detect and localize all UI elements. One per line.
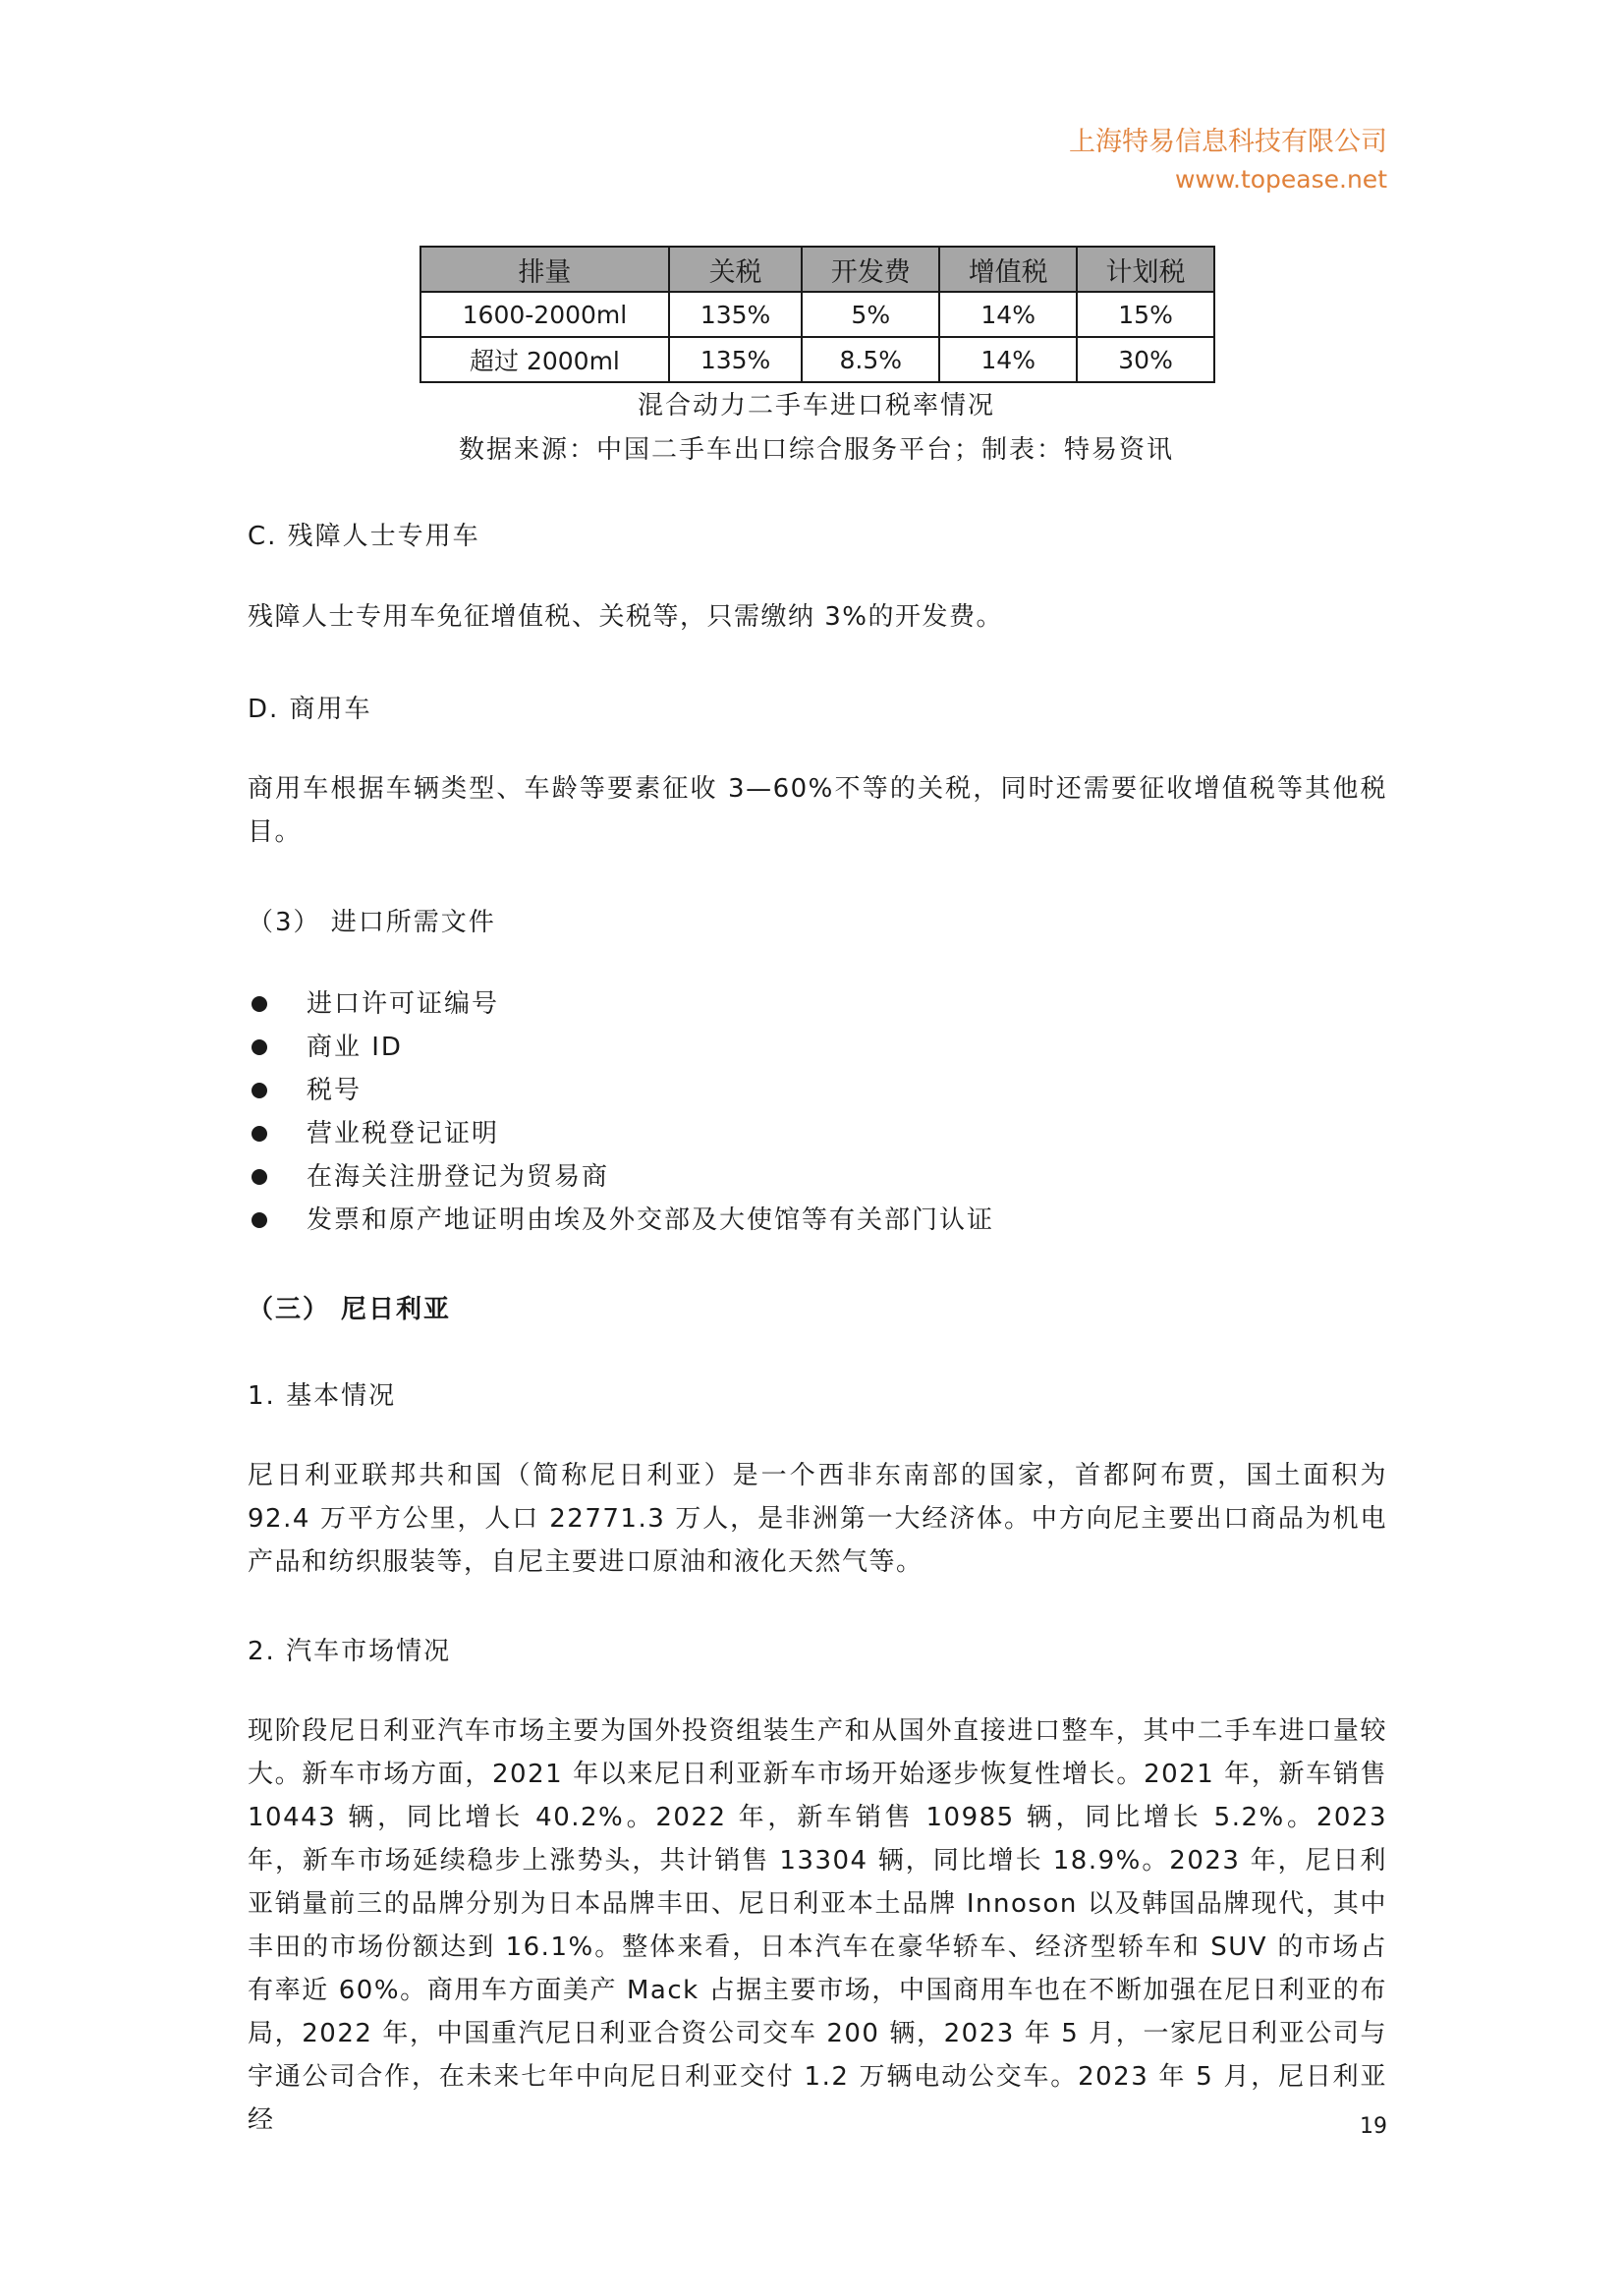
bullet-icon (252, 996, 267, 1012)
docs-heading: （3） 进口所需文件 (248, 908, 496, 937)
table-cell: 超过 2000ml (420, 337, 669, 382)
list-item: 进口许可证编号 (248, 982, 994, 1026)
bullet-icon (252, 1169, 267, 1185)
table-source: 数据来源：中国二手车出口综合服务平台；制表：特易资讯 (458, 435, 1174, 465)
bullet-icon (252, 1212, 267, 1228)
table-cell: 135% (669, 337, 802, 382)
table-cell: 135% (669, 292, 802, 337)
list-item: 在海关注册登记为贸易商 (248, 1155, 994, 1199)
table-header-cell: 增值税 (939, 247, 1077, 292)
table-header-cell: 排量 (420, 247, 669, 292)
market-body: 现阶段尼日利亚汽车市场主要为国外投资组装生产和从国外直接进口整车，其中二手车进口量较大。新车市场方面，2021 年以来尼日利亚新车市场开始逐步恢复性增长。2021 年，新车销售 10443 辆，同比增长 40.2%。2022 年，新车销售 10985 辆，同比增长 5.2%。2023 年，新车市场延续稳步上涨势头，共计销售 13304 辆，同比增长 18.9%。2023 年，尼日利亚销量前三的品牌分别为日本品牌丰田、尼日利亚本土品牌 Innoson 以及韩国品牌现代，其中丰田的市场份额达到 16.1%。整体来看，日本汽车在豪华轿车、经济型轿车和 SUV 的市场占有率近 60%。商用车方面美产 Mack 占据主要市场，中国商用车也在不断加强在尼日利亚的布局，2022 年，中国重汽尼日利亚合资公司交车 200 辆，2023 年 5 月，一家尼日利亚公司与宇通公司合作，在未来七年中向尼日利亚交付 1.2 万辆电动公交车。2023 年 5 月，尼日利亚经 (248, 1716, 1387, 2135)
section-c-heading: C. 残障人士专用车 (248, 522, 480, 551)
table-caption: 混合动力二手车进口税率情况 (637, 391, 995, 420)
table-cell: 14% (939, 337, 1077, 382)
table-cell: 30% (1077, 337, 1214, 382)
bullet-icon (252, 1039, 267, 1055)
basic-info-heading: 1. 基本情况 (248, 1381, 397, 1411)
table-cell: 5% (802, 292, 939, 337)
company-url: www.topease.net (1174, 165, 1387, 194)
basic-info-body: 尼日利亚联邦共和国（简称尼日利亚）是一个西非东南部的国家，首都阿布贾，国土面积为 92.4 万平方公里，人口 22771.3 万人，是非洲第一大经济体。中方向尼主要出口商品为机电产品和纺织服装等，自尼主要进口原油和液化天然气等。 (248, 1461, 1387, 1577)
tax-rate-table (420, 246, 1215, 383)
table-cell: 8.5% (802, 337, 939, 382)
table-cell: 14% (939, 292, 1077, 337)
table-row (420, 337, 1214, 382)
table-cell: 1600-2000ml (420, 292, 669, 337)
table-header-cell: 开发费 (802, 247, 939, 292)
docs-list (248, 982, 994, 1242)
table-row (420, 292, 1214, 337)
section-d-heading: D. 商用车 (248, 695, 372, 724)
list-item: 商业 ID (248, 1026, 994, 1069)
list-item: 发票和原产地证明由埃及外交部及大使馆等有关部门认证 (248, 1199, 994, 1242)
section-c-body: 残障人士专用车免征增值税、关税等，只需缴纳 3%的开发费。 (248, 602, 1004, 632)
table-header-cell: 计划税 (1077, 247, 1214, 292)
nigeria-heading: （三） 尼日利亚 (248, 1295, 452, 1324)
table-header-cell: 关税 (669, 247, 802, 292)
market-heading: 2. 汽车市场情况 (248, 1637, 452, 1666)
bullet-icon (252, 1083, 267, 1098)
page-number: 19 (1360, 2114, 1387, 2139)
list-item: 营业税登记证明 (248, 1112, 994, 1155)
table-cell: 15% (1077, 292, 1214, 337)
table-header-row (420, 247, 1214, 292)
company-name: 上海特易信息科技有限公司 (1069, 127, 1387, 157)
list-item: 税号 (248, 1069, 994, 1112)
bullet-icon (252, 1126, 267, 1142)
section-d-body: 商用车根据车辆类型、车龄等要素征收 3—60%不等的关税，同时还需要征收增值税等其他税目。 (248, 774, 1387, 847)
